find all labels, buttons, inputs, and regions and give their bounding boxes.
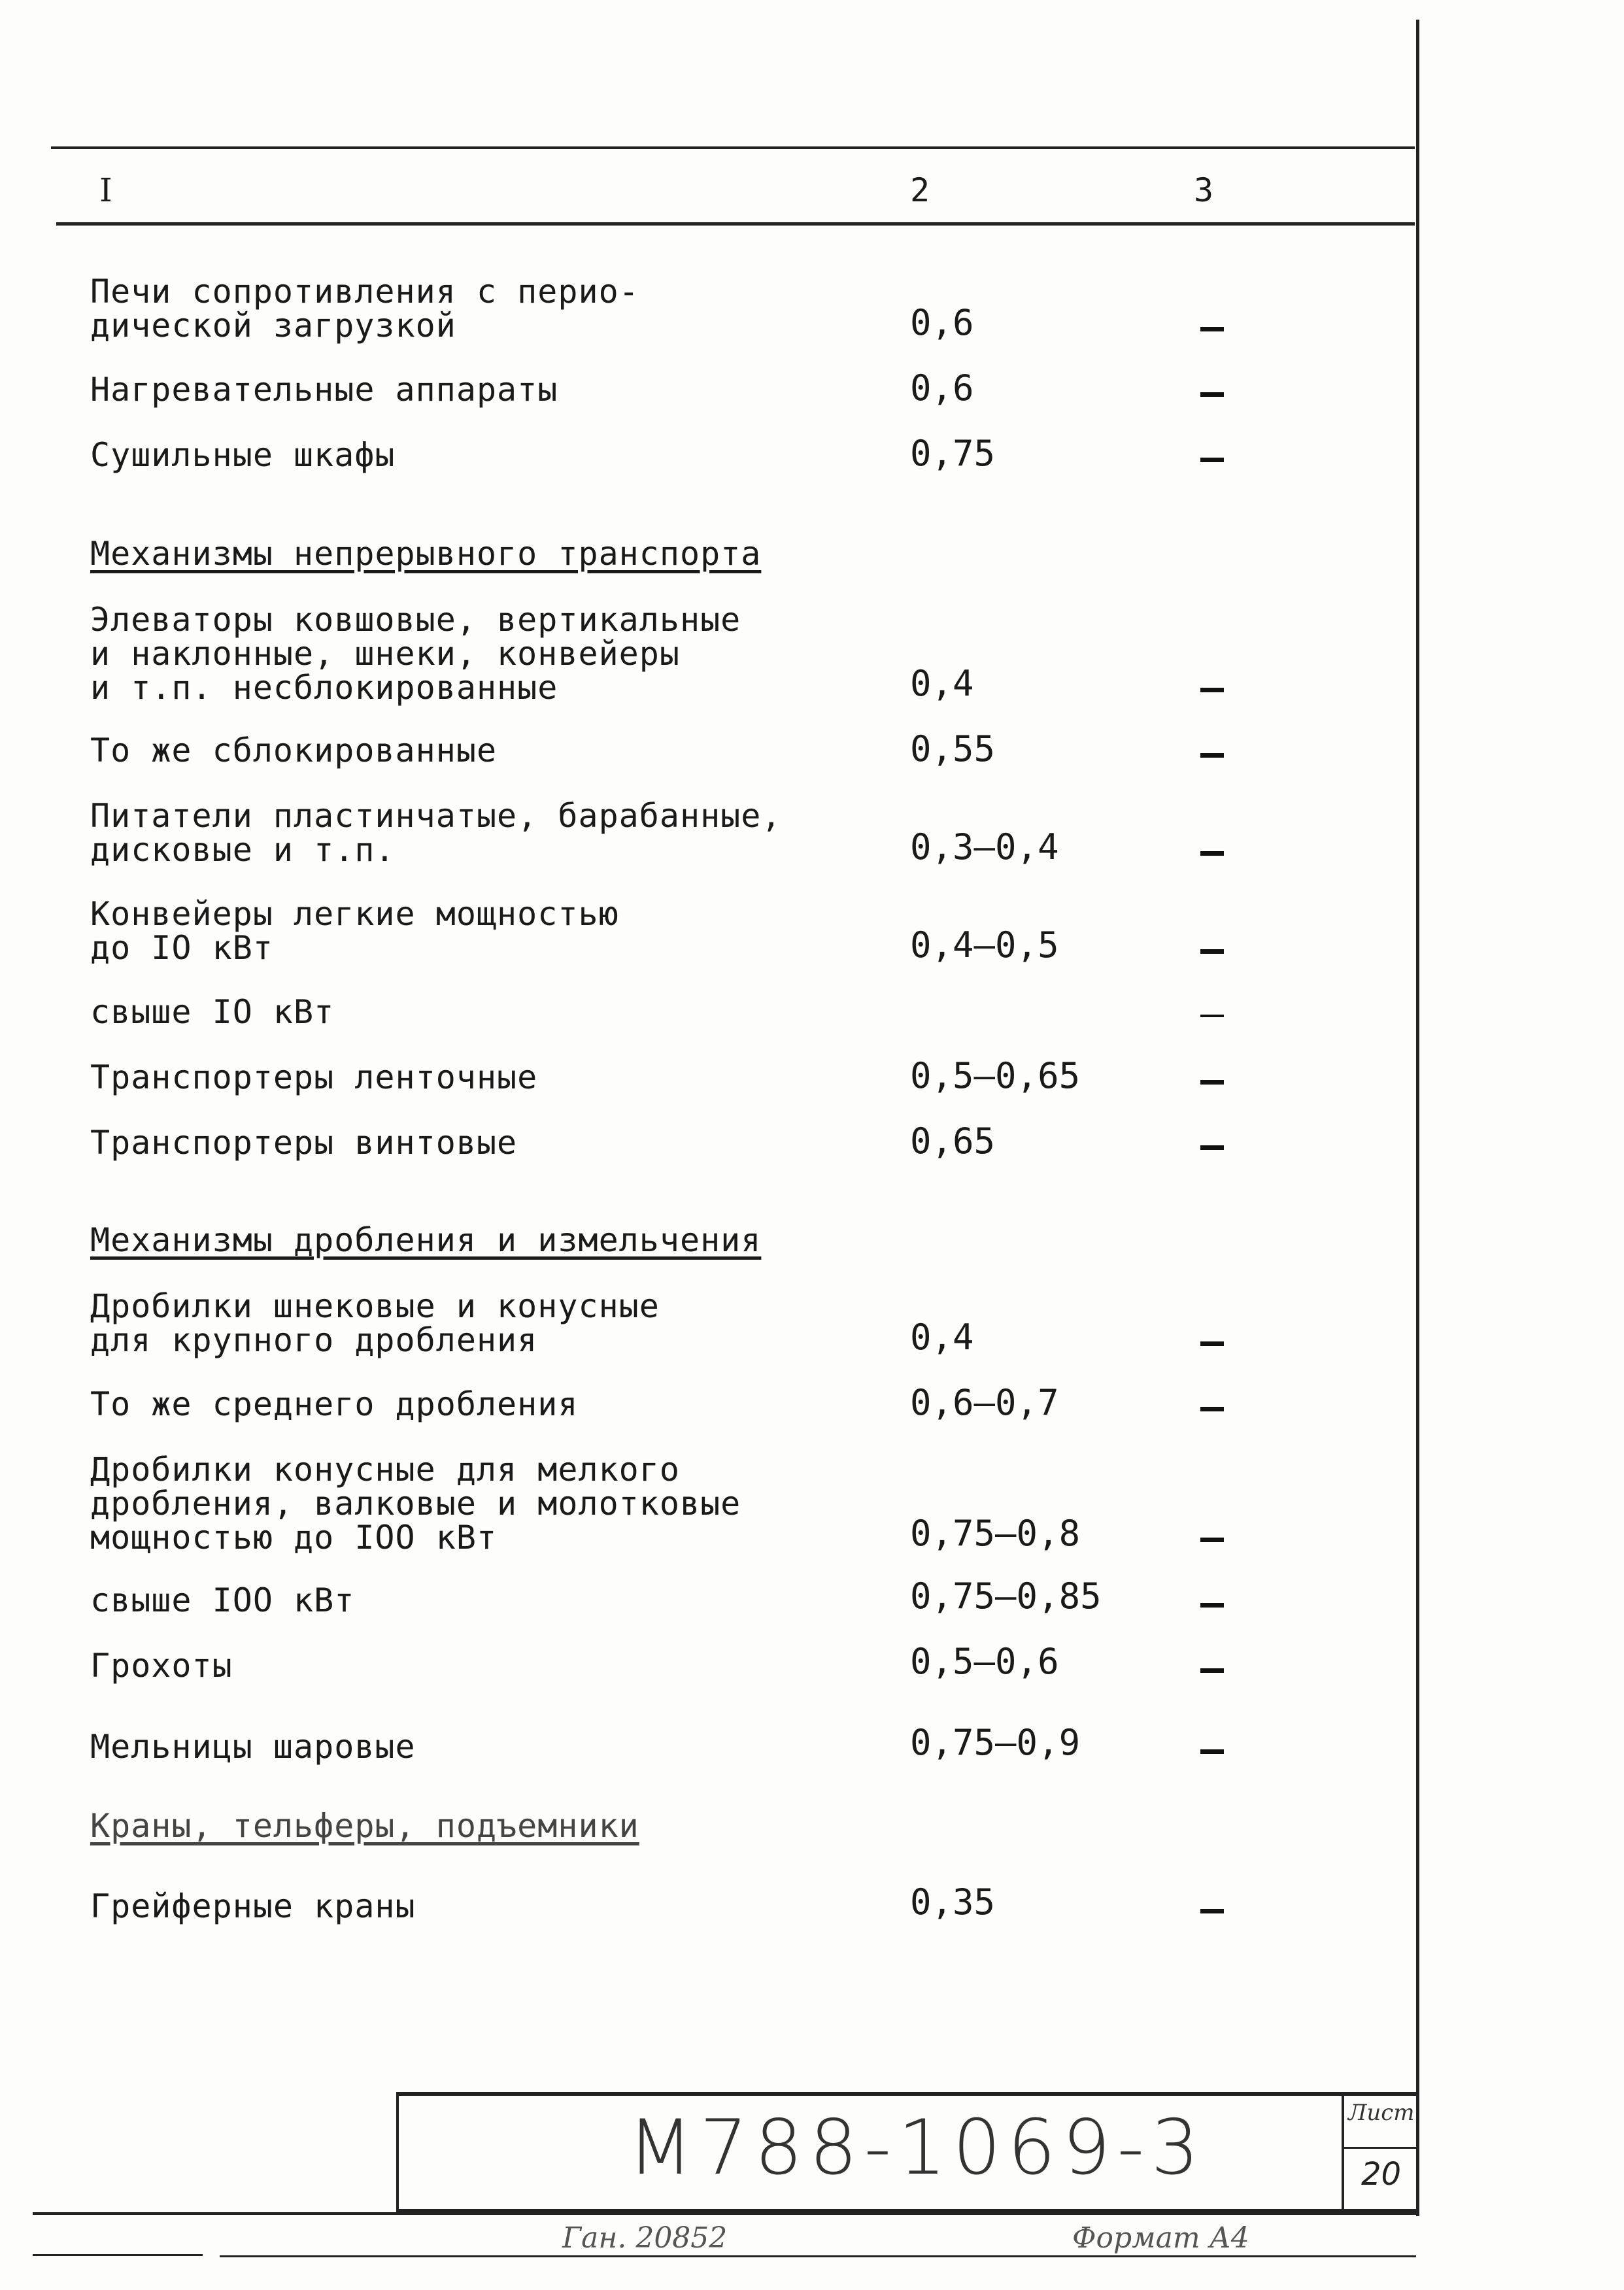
row-name: Конвейеры легкие мощностью до IO кВт — [90, 895, 619, 967]
row-name: То же среднего дробления — [90, 1385, 579, 1423]
row-dash — [1200, 1603, 1224, 1608]
table-top-rule — [51, 146, 1415, 149]
footer-inventory-note: Ган. 20852 — [562, 2221, 728, 2255]
sheet-number: 20 — [1361, 2156, 1402, 2193]
row-name: Транспортеры винтовые — [90, 1124, 518, 1162]
right-margin-rule — [1416, 20, 1419, 2216]
row-name: Сушильные шкафы — [90, 436, 396, 474]
row-dash — [1200, 949, 1224, 954]
row-value: 0,65 — [910, 1120, 996, 1162]
row-value: 0,75–0,85 — [910, 1575, 1102, 1617]
row-name: Питатели пластинчатые, барабанные, дисковые и т.п. — [90, 797, 782, 869]
row-dash — [1200, 458, 1224, 462]
row-dash — [1200, 327, 1224, 331]
bottom-rule — [33, 2212, 1419, 2215]
row-value: 0,6 — [910, 302, 974, 343]
row-name: Дробилки шнековые и конусные для крупного дробления — [90, 1287, 660, 1359]
row-value: 0,3–0,4 — [910, 826, 1059, 867]
row-name: Элеваторы ковшовые, вертикальные и наклонные, шнеки, конвейеры и т.п. несблокированные — [90, 601, 741, 707]
row-value: 0,4 — [910, 663, 974, 704]
row-dash — [1200, 1080, 1224, 1085]
row-value: 0,55 — [910, 728, 996, 769]
row-name: Транспортеры ленточные — [90, 1058, 538, 1096]
column-header-2: 2 — [910, 171, 930, 209]
row-value: 0,75–0,9 — [910, 1722, 1081, 1763]
row-dash — [1200, 1909, 1224, 1913]
row-name: Дробилки конусные для мелкого дробления, валковые и молотковые мощностью до IOO кВт — [90, 1451, 741, 1557]
column-header-3: 3 — [1194, 171, 1214, 209]
row-dash — [1200, 1407, 1224, 1411]
row-dash — [1200, 1668, 1224, 1673]
row-name: свыше IO кВт — [90, 993, 335, 1031]
section-heading: Краны, тельферы, подъемники — [90, 1807, 639, 1845]
row-name: Мельницы шаровые — [90, 1728, 416, 1766]
row-dash — [1200, 688, 1224, 692]
row-value: 0,4–0,5 — [910, 924, 1059, 966]
sheet-label: Лист — [1348, 2100, 1415, 2126]
row-value: 0,4 — [910, 1317, 974, 1358]
header-bottom-rule — [56, 222, 1415, 226]
footer-format-note: Формат А4 — [1072, 2221, 1249, 2255]
row-value: 0,6 — [910, 367, 974, 409]
bottom-rule-3 — [220, 2255, 1416, 2257]
row-name: Грохоты — [90, 1647, 233, 1685]
document-code: М788-1069-3 — [628, 2104, 1206, 2192]
row-value: 0,75 — [910, 433, 996, 474]
row-value: 0,6–0,7 — [910, 1382, 1059, 1423]
row-value: 0,5–0,6 — [910, 1641, 1059, 1682]
row-name: Нагревательные аппараты — [90, 371, 558, 409]
bottom-rule-2 — [33, 2254, 203, 2256]
row-dash — [1200, 851, 1224, 856]
section-heading: Механизмы дробления и измельчения — [90, 1221, 762, 1259]
row-dash — [1200, 753, 1224, 758]
row-value: 0,35 — [910, 1881, 996, 1923]
section-heading: Механизмы непрерывного транспорта — [90, 535, 762, 573]
row-name: То же сблокированные — [90, 732, 498, 769]
row-dash — [1200, 1749, 1224, 1754]
row-dash — [1200, 1341, 1224, 1346]
row-value: 0,5–0,65 — [910, 1055, 1081, 1096]
column-header-1: I — [99, 171, 112, 209]
row-dash — [1200, 1538, 1224, 1542]
row-dash — [1200, 1015, 1224, 1017]
row-name: свыше IOO кВт — [90, 1581, 355, 1619]
row-dash — [1200, 392, 1224, 397]
row-name: Печи сопротивления с перио- дической загрузкой — [90, 273, 639, 345]
row-dash — [1200, 1145, 1224, 1150]
sheet-cell-divider — [1344, 2147, 1416, 2149]
row-value: 0,75–0,8 — [910, 1513, 1081, 1554]
row-name: Грейферные краны — [90, 1887, 416, 1925]
